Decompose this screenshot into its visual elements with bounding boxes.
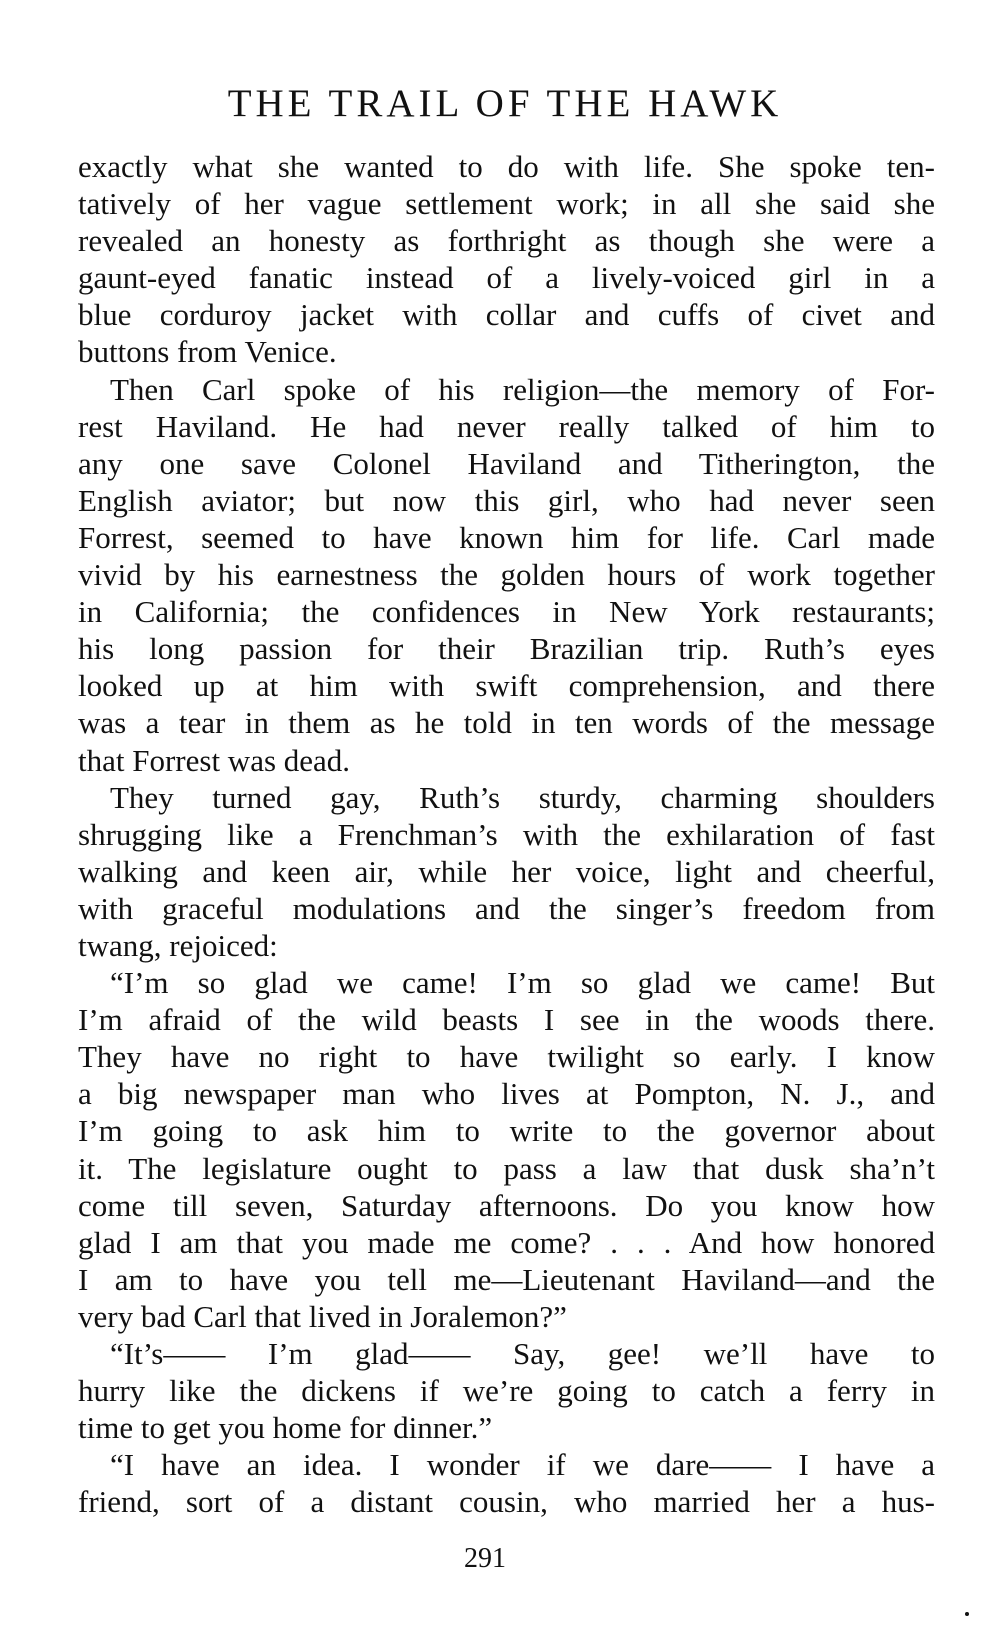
text-line: exactly what she wanted to do with life. She spoke ten- — [78, 149, 935, 184]
body-text — [78, 148, 935, 1520]
text-line: any one save Colonel Haviland and Titherington, the — [78, 445, 935, 481]
text-line: come till seven, Saturday afternoons. Do you know how — [78, 1187, 935, 1223]
text-line: looked up at him with swift comprehension, and there — [78, 668, 935, 704]
text-line: his long passion for their Brazilian trip. Ruth’s eyes — [78, 631, 935, 667]
text-line: walking and keen air, while her voice, light and cheerful, — [78, 853, 935, 889]
text-line: a big newspaper man who lives at Pompton, N. J., and — [78, 1076, 935, 1112]
text-line: “It’s—— I’m glad—— Say, gee! we’ll have to — [110, 1336, 935, 1371]
text-line: with graceful modulations and the singer’s freedom from — [78, 890, 935, 926]
text-line: “I have an idea. I wonder if we dare—— I have a — [110, 1447, 935, 1483]
text-line: it. The legislature ought to pass a law that dusk sha’n’t — [78, 1150, 935, 1186]
text-line: revealed an honesty as forthright as though she were a — [78, 223, 935, 259]
ink-speck — [965, 1612, 969, 1616]
text-line: gaunt-eyed fanatic instead of a lively-voiced girl in a — [78, 260, 935, 296]
text-line: “I’m so glad we came! I’m so glad we came! But — [110, 965, 935, 1001]
text-line: buttons from Venice. — [78, 334, 337, 370]
text-line: tatively of her vague settlement work; in all she said she — [78, 186, 935, 222]
text-line: I’m going to ask him to write to the governor about — [78, 1113, 935, 1149]
running-head: THE TRAIL OF THE HAWK — [227, 82, 783, 125]
text-line: in California; the confidences in New York restaurants; — [78, 594, 935, 630]
text-line: They have no right to have twilight so early. I know — [78, 1039, 935, 1075]
text-line: Then Carl spoke of his religion—the memory of For- — [110, 371, 935, 407]
text-line: shrugging like a Frenchman’s with the exhilaration of fast — [78, 816, 935, 852]
text-line: I am to have you tell me—Lieutenant Haviland—and the — [78, 1261, 935, 1297]
text-line: I’m afraid of the wild beasts I see in the woods there. — [78, 1002, 935, 1038]
text-line: glad I am that you made me come? . . . And how honored — [78, 1224, 935, 1260]
text-line: friend, sort of a distant cousin, who married her a hus- — [78, 1484, 935, 1520]
text-line: very bad Carl that lived in Joralemon?” — [78, 1298, 567, 1334]
text-line: They turned gay, Ruth’s sturdy, charming shoulders — [110, 779, 935, 815]
page-number: 291 — [464, 1543, 506, 1574]
text-line: rest Haviland. He had never really talked of him to — [78, 408, 935, 444]
text-line: vivid by his earnestness the golden hours of work together — [78, 557, 935, 593]
text-line: Forrest, seemed to have known him for life. Carl made — [78, 519, 935, 555]
text-line: blue corduroy jacket with collar and cuffs of civet and — [78, 297, 935, 333]
text-line: was a tear in them as he told in ten words of the message — [78, 705, 935, 741]
text-line: that Forrest was dead. — [78, 742, 351, 778]
text-line: twang, rejoiced: — [78, 927, 278, 963]
text-line: hurry like the dickens if we’re going to catch a ferry in — [78, 1373, 935, 1409]
text-line: English aviator; but now this girl, who had never seen — [78, 482, 935, 518]
text-line: time to get you home for dinner.” — [78, 1410, 493, 1446]
